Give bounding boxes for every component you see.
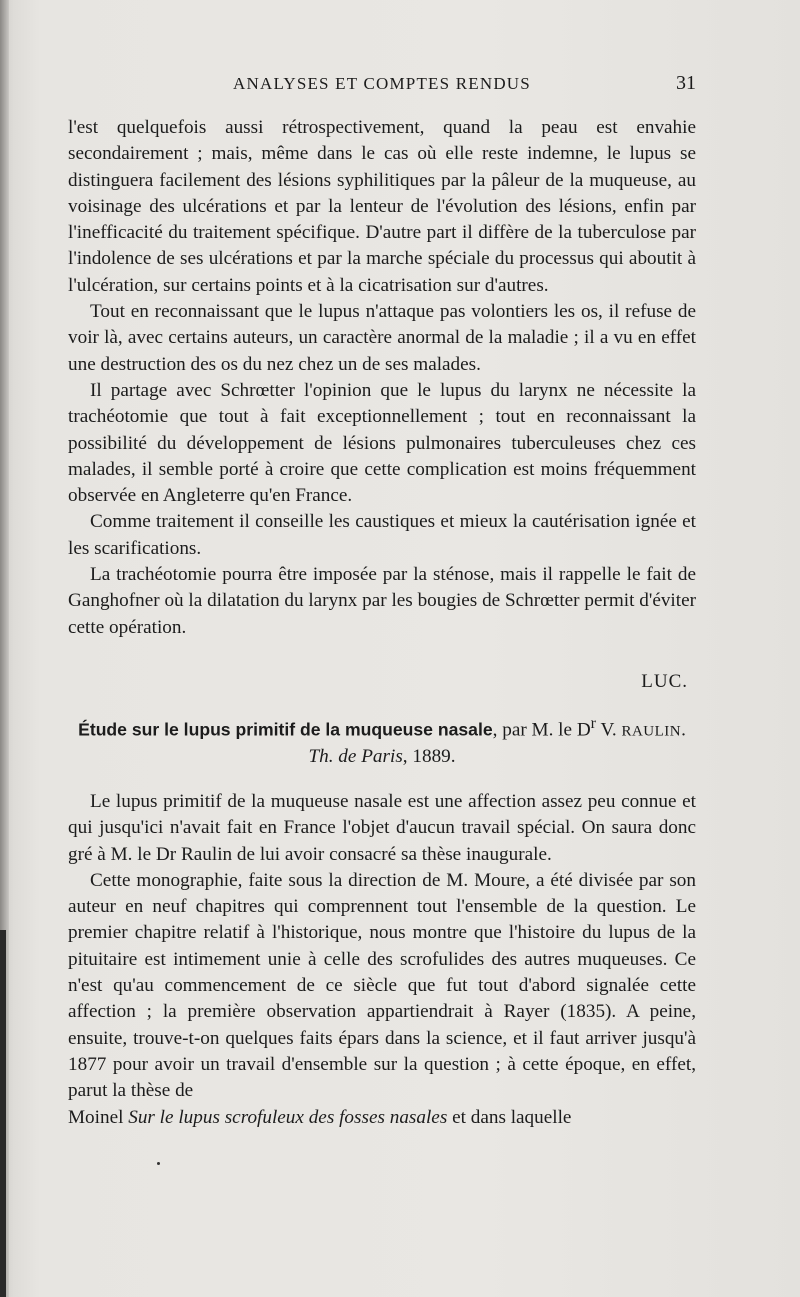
last-line-suffix: et dans laquelle xyxy=(447,1106,572,1128)
article-by: , par M. le D xyxy=(492,719,591,741)
last-line xyxy=(68,1105,696,1131)
article-title: Étude sur le lupus primitif de la muqueuse nasale xyxy=(78,719,493,740)
paragraph: Il partage avec Schrœtter l'opinion que le lupus du larynx ne nécessite la trachéotomie que tout à fait exceptionnellement ; tout en reconnaissant la possibilité du développement de lésions pulmonaires tuberculeuses chez ces malades, il semble porté à croire que cette complication est moins fréquemment observée en Angleterre qu'en France. xyxy=(68,379,696,507)
article-year: , 1889. xyxy=(402,746,456,768)
cited-thesis-title: Sur le lupus scrofuleux des fosses nasales xyxy=(128,1106,448,1128)
last-line-prefix: Moinel xyxy=(68,1106,129,1128)
running-title: ANALYSES ET COMPTES RENDUS xyxy=(233,74,531,93)
article-body xyxy=(68,789,696,1131)
author-initial: V. xyxy=(596,719,622,741)
running-header xyxy=(68,74,696,98)
reviewer-signature: LUC. xyxy=(641,671,688,692)
these-label: Th. de Paris xyxy=(308,746,403,768)
author-name: RAULIN xyxy=(621,723,682,740)
page-number: 31 xyxy=(676,72,696,94)
dr-superscript: r xyxy=(590,715,596,732)
review-continuation xyxy=(68,115,696,641)
print-speck xyxy=(157,1162,160,1165)
page-shadow-edge xyxy=(0,930,6,1297)
paragraph: Comme traitement il conseille les caustiques et mieux la cautérisation ignée et les scarifications. xyxy=(68,511,696,559)
paragraph: l'est quelquefois aussi rétrospectivement, quand la peau est envahie secondairement ; mais, même dans le cas où elle reste indemne, le lupus se distinguera facilement des lésions syphilitiques par la pâleur de la muqueuse, au voisinage des ulcérations et par la lenteur de l'évolution des lésions, enfin par l'inefficacité du traitement spécifique. D'autre part il diffère de la tuberculose par l'indolence de ses ulcérations et par la marche spéciale du processus qui aboutit à l'ulcération, sur certains points et à la cicatrisation sur d'autres. xyxy=(68,117,696,296)
paragraph: Cette monographie, faite sous la direction de M. Moure, a été divisée par son auteur en neuf chapitres qui comprennent tout l'ensemble de la question. Le premier chapitre relatif à l'historique, nous montre que l'histoire du lupus de la pituitaire est intimement unie à celle des scrofulides des autres muqueuses. Ce n'est qu'au commencement de ce siècle que fut tout d'abord signalée cette affection ; la première observation appartiendrait à Rayer (1835). A peine, ensuite, trouve-t-on quelques faits épars dans la science, et il faut arriver jusqu'à 1877 pour avoir un travail d'ensemble sur la question ; à cette époque, en effet, parut la thèse de xyxy=(68,869,696,1102)
paragraph: Tout en reconnaissant que le lupus n'attaque pas volontiers les os, il refuse de voir là, avec certains auteurs, un caractère anormal de la maladie ; il a vu en effet une destruction des os du nez chez un de ses malades. xyxy=(68,301,696,375)
paragraph: La trachéotomie pourra être imposée par la sténose, mais il rappelle le fait de Ganghofner où la dilatation du larynx par les bougies de Schrœtter permit d'éviter cette opération. xyxy=(68,564,696,638)
paragraph: Le lupus primitif de la muqueuse nasale est une affection assez peu connue et qui jusqu'ici n'avait fait en France l'objet d'aucun travail spécial. On saura donc gré à M. le Dr Raulin de lui avoir consacré sa thèse inaugurale. xyxy=(68,791,696,865)
article-heading: Étude sur le lupus primitif de la muqueuse nasale, par M. le $D^r$ V. RAULIN. Th. de Paris, 1889. xyxy=(78,715,686,768)
